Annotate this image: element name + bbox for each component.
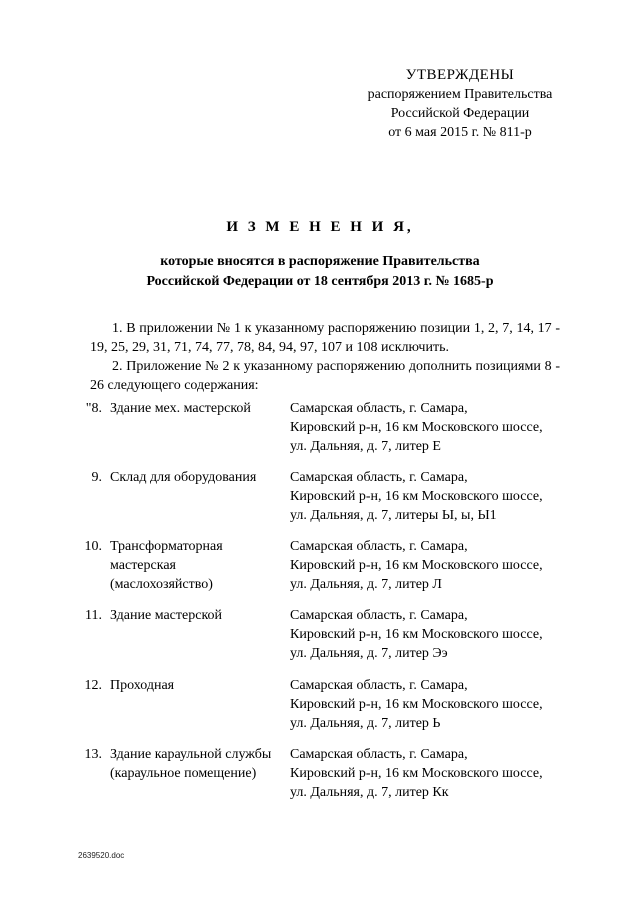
item-address-line: ул. Дальняя, д. 7, литеры Ы, ы, Ы1 [290, 508, 497, 523]
item-address-line: Самарская область, г. Самара, [290, 470, 468, 485]
paragraph-1: 1. В приложении № 1 к указанному распоряжению позиции 1, 2, 7, 14, 17 - 19, 25, 29, 31, 71, 74, 77, 78, 84, 94, 97, 107 и 108 исключить. [90, 321, 560, 355]
item-name: Здание караульной службы (караульное помещение) [110, 747, 272, 781]
approval-line-3: от 6 мая 2015 г. № 811-р [388, 125, 532, 140]
item-address-line: Кировский р-н, 16 км Московского шоссе, [290, 558, 543, 573]
item-name: Трансформаторная мастерская (маслохозяйство) [110, 539, 223, 592]
item-address-line: Самарская область, г. Самара, [290, 747, 468, 762]
item-address-line: ул. Дальняя, д. 7, литер Л [290, 577, 442, 592]
approval-block [320, 66, 600, 142]
item-address-line: Самарская область, г. Самара, [290, 401, 468, 416]
item-name: Проходная [110, 678, 175, 693]
item-number: 11. [85, 608, 102, 623]
item-address-line: Самарская область, г. Самара, [290, 608, 468, 623]
footer-filename: 2639520.doc [78, 851, 125, 860]
item-number: "8. [85, 401, 102, 416]
item-name: Склад для оборудования [110, 470, 257, 485]
title-subtitle-line-1: которые вносятся в распоряжение Правительства [160, 254, 480, 269]
item-address [290, 468, 580, 525]
item-address-line: ул. Дальняя, д. 7, литер Кк [290, 785, 449, 800]
item-number: 9. [91, 470, 102, 485]
item-number: 12. [84, 678, 102, 693]
approval-line-1: распоряжением Правительства [367, 87, 553, 102]
approval-heading: УТВЕРЖДЕНЫ [405, 67, 515, 83]
item-number: 10. [84, 539, 102, 554]
item-address-line: Самарская область, г. Самара, [290, 678, 468, 693]
item-address-line: Кировский р-н, 16 км Московского шоссе, [290, 697, 543, 712]
title-main: И З М Е Н Е Н И Я, [226, 219, 414, 235]
paragraph-2: 2. Приложение № 2 к указанному распоряжению дополнить позициями 8 - 26 следующего содержания: [90, 359, 560, 393]
document-title [0, 216, 640, 292]
item-address [290, 399, 580, 456]
item-address-line: Кировский р-н, 16 км Московского шоссе, [290, 420, 543, 435]
title-subtitle-line-2: Российской Федерации от 18 сентября 2013 г. № 1685-р [146, 274, 494, 289]
approval-line-2: Российской Федерации [390, 106, 530, 121]
item-address-line: ул. Дальняя, д. 7, литер Ээ [290, 646, 448, 661]
item-address-line: ул. Дальняя, д. 7, литер Ь [290, 716, 441, 731]
item-name: Здание мех. мастерской [110, 401, 251, 416]
item-address-line: Кировский р-н, 16 км Московского шоссе, [290, 627, 543, 642]
item-address-line: Кировский р-н, 16 км Московского шоссе, [290, 766, 543, 781]
title-subtitle [0, 252, 640, 292]
item-address-line: Самарская область, г. Самара, [290, 539, 468, 554]
item-address [290, 537, 580, 594]
item-address [290, 676, 580, 733]
item-name: Здание мастерской [110, 608, 223, 623]
item-number: 13. [84, 747, 102, 762]
item-address-line: ул. Дальняя, д. 7, литер Е [290, 439, 441, 454]
item-address [290, 745, 580, 802]
item-address [290, 606, 580, 663]
item-address-line: Кировский р-н, 16 км Московского шоссе, [290, 489, 543, 504]
